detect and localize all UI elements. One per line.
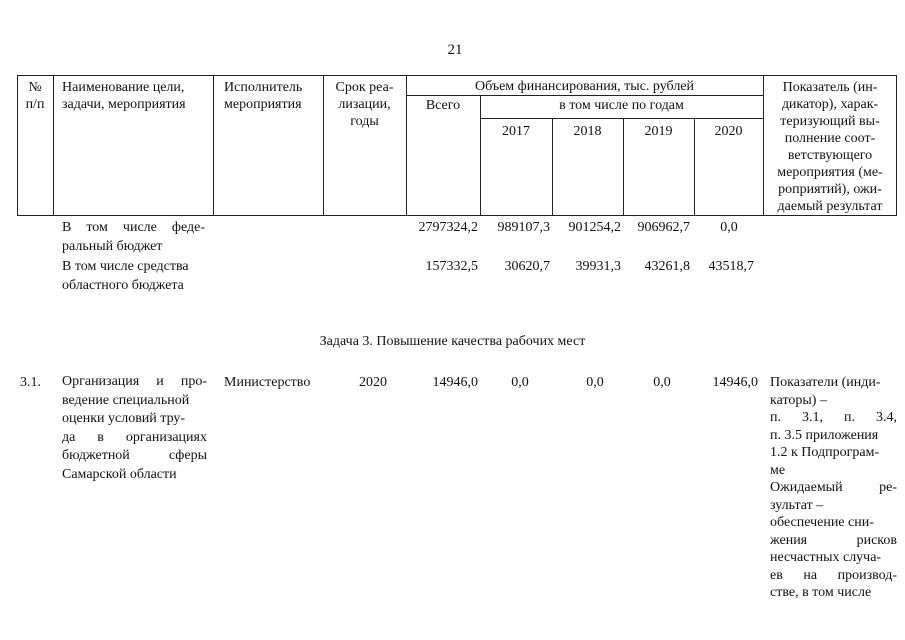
header-year-2017: 2017 [502, 124, 530, 139]
row-total: 2797324,2 [418, 220, 478, 235]
header-num: № п/п [25, 80, 45, 112]
col-border [896, 75, 897, 216]
item-name: Организация и про- ведение специальной оценки условий тру- да в организациях бюджетной сферы Самарской области [62, 374, 207, 482]
col-border [53, 75, 54, 216]
header-year-2018: 2018 [573, 124, 602, 139]
row-name-line: В том числе феде- [62, 220, 205, 235]
item-2017: 0,0 [511, 375, 529, 390]
item-name-line: да в организациях [62, 429, 207, 445]
row-name: В том числе средства областного бюджета [62, 259, 189, 293]
row-2017: 30620,7 [504, 259, 550, 274]
item-name-line: бюджетной сферы [62, 448, 207, 463]
header-year-2019: 2019 [644, 124, 673, 139]
item-executor: Министерство [224, 375, 311, 390]
row-2019: 906962,7 [637, 220, 690, 235]
row-2018: 901254,2 [568, 220, 621, 235]
header-years-group: в том числе по годам [559, 98, 684, 113]
header-indicator: Показатель (ин- дикатор), харак- теризующий вы- полнение соот- ветствующего мероприятия (ме- роприятий), ожи- даемый результат [777, 80, 883, 214]
item-total: 14946,0 [432, 375, 478, 390]
header-bottom-border [17, 215, 897, 216]
row-2018: 39931,3 [575, 259, 621, 274]
header-total: Всего [425, 98, 461, 113]
item-number: 3.1. [20, 375, 41, 390]
item-2018: 0,0 [586, 375, 604, 390]
col-border [213, 75, 214, 216]
task-title: Задача 3. Повышение качества рабочих мест [319, 334, 586, 349]
row-2020: 0,0 [720, 220, 738, 235]
item-term: 2020 [359, 375, 387, 390]
page-number: 21 [447, 42, 463, 58]
header-financing: Объем финансирования, тыс. рублей [474, 79, 695, 94]
row-2019: 43261,8 [644, 259, 690, 274]
item-indicator: Показатели (инди- каторы) – п. 3.1, п. 3.4, п. 3.5 приложения 1.2 к Подпрограм- ме Ожидаемый ре- зультат – обеспечение сни- жения рисков несчастных случа- ев на производ- стве, в том числе [770, 375, 897, 600]
row-2020: 43518,7 [708, 259, 754, 274]
header-term: Срок реа- лизации, годы [335, 80, 394, 129]
row-name: В том числе феде- ральный бюджет [62, 220, 205, 254]
row-total: 157332,5 [425, 259, 478, 274]
years-subheader-border [480, 118, 763, 119]
indicator-line: Ожидаемый ре- [770, 480, 897, 495]
header-name: Наименование цели, задачи, мероприятия [62, 80, 186, 112]
indicator-line: жения рисков [770, 532, 897, 548]
item-name-line: Организация и про- [62, 374, 207, 389]
header-executor: Исполнитель мероприятия [224, 80, 303, 112]
fin-subheader-border [406, 95, 763, 96]
indicator-line: ев на производ- [770, 567, 897, 583]
header-top-border [17, 75, 897, 76]
row-2017: 989107,3 [497, 220, 550, 235]
item-2019: 0,0 [653, 375, 671, 390]
indicator-line: п. 3.1, п. 3.4, [770, 410, 897, 425]
item-2020: 14946,0 [712, 375, 758, 390]
header-year-2020: 2020 [714, 124, 743, 139]
